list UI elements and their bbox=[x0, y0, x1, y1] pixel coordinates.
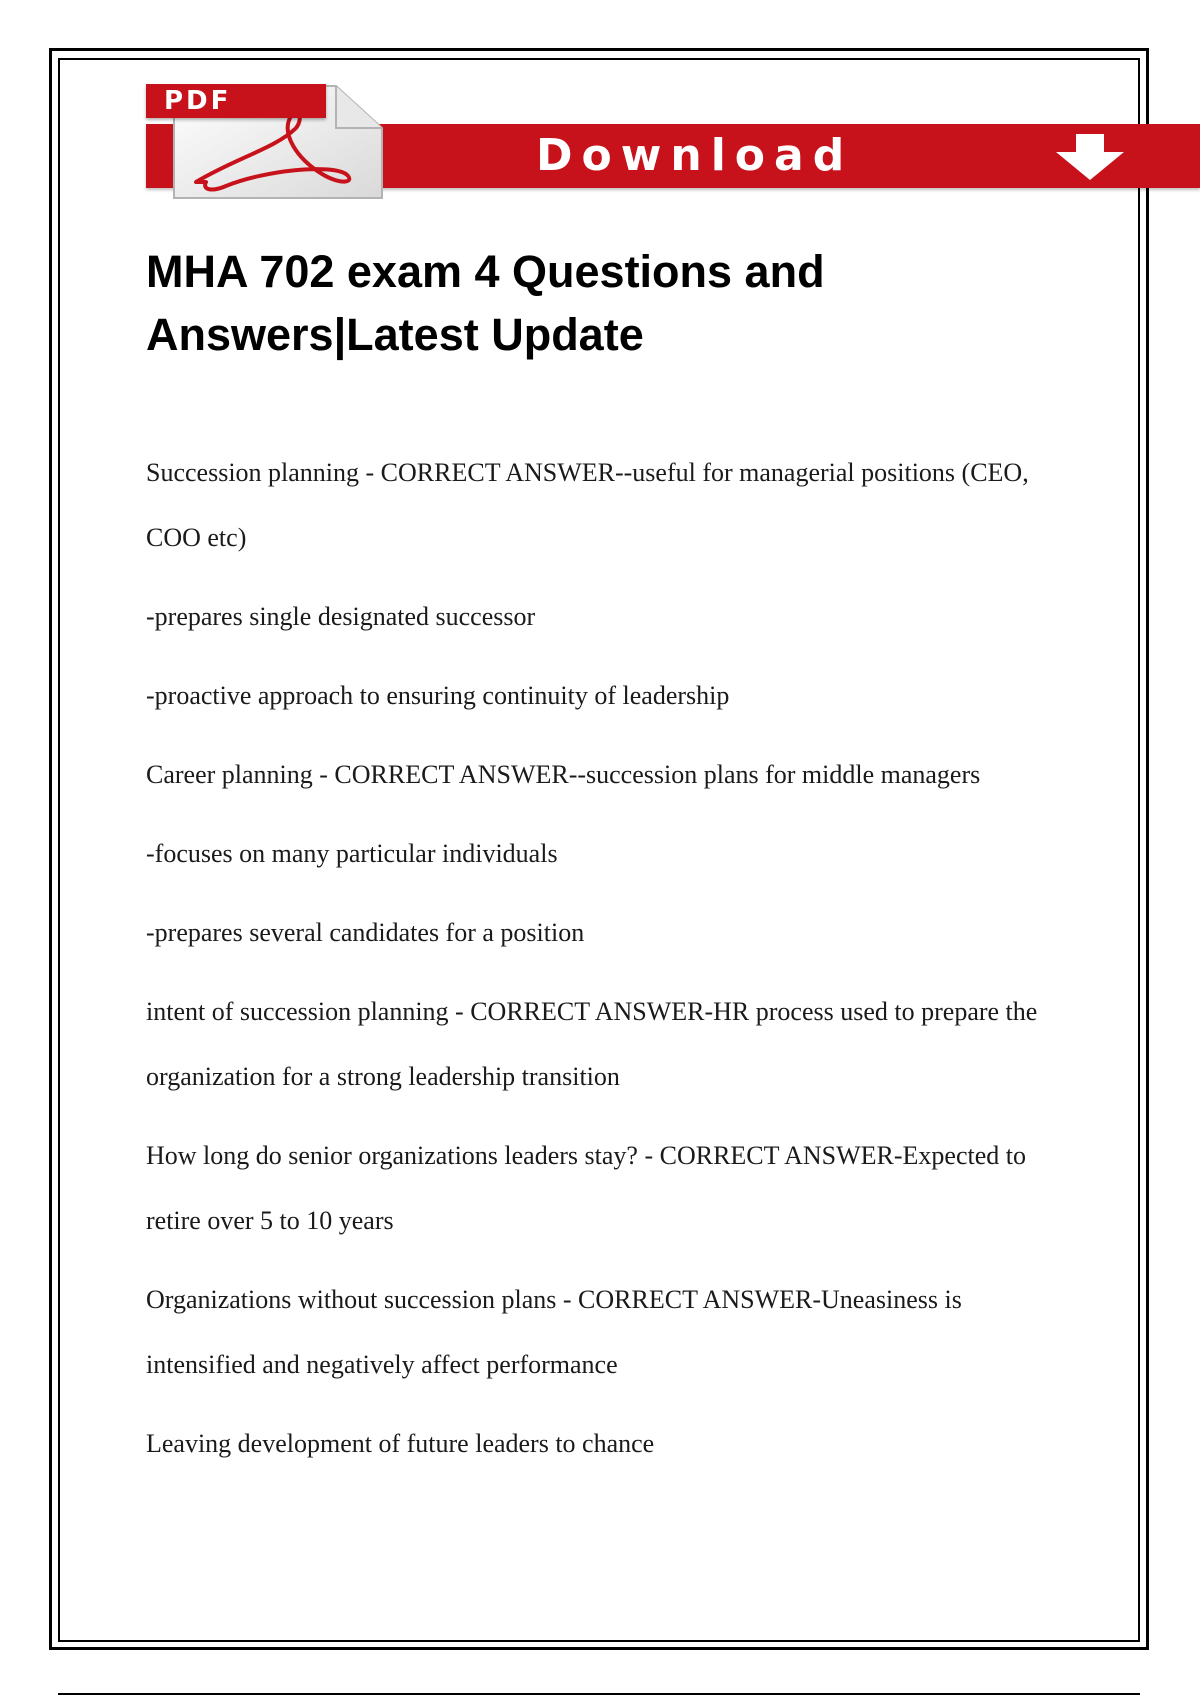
download-arrow-icon[interactable] bbox=[1052, 132, 1128, 182]
qa-item-9: Organizations without succession plans - CORRECT ANSWER-Uneasiness is intensified and negatively affect performance bbox=[146, 1285, 962, 1379]
download-banner[interactable] bbox=[146, 78, 1200, 202]
qa-item-2: -prepares single designated successor bbox=[146, 602, 536, 631]
download-label[interactable]: Download bbox=[536, 130, 854, 181]
bottom-divider bbox=[58, 1693, 1140, 1695]
qa-item-7: intent of succession planning - CORRECT ANSWER-HR process used to prepare the organization for a strong leadership transition bbox=[146, 997, 1038, 1091]
document-title: MHA 702 exam 4 Questions and Answers|Latest Update bbox=[146, 246, 825, 360]
qa-item-3: -proactive approach to ensuring continuity of leadership bbox=[146, 681, 730, 710]
qa-list bbox=[146, 440, 1076, 1490]
qa-item-5: -focuses on many particular individuals bbox=[146, 839, 558, 868]
pdf-tag bbox=[146, 84, 326, 118]
qa-item-1: Succession planning - CORRECT ANSWER--useful for managerial positions (CEO, COO etc) bbox=[146, 458, 1029, 552]
qa-item-6: -prepares several candidates for a position bbox=[146, 918, 585, 947]
qa-item-8: How long do senior organizations leaders stay? - CORRECT ANSWER-Expected to retire over 5 to 10 years bbox=[146, 1141, 1027, 1235]
pdf-document-icon[interactable] bbox=[146, 78, 416, 202]
qa-item-10: Leaving development of future leaders to chance bbox=[146, 1429, 655, 1458]
qa-item-4: Career planning - CORRECT ANSWER--succession plans for middle managers bbox=[146, 760, 981, 789]
pdf-label: PDF bbox=[164, 86, 232, 116]
